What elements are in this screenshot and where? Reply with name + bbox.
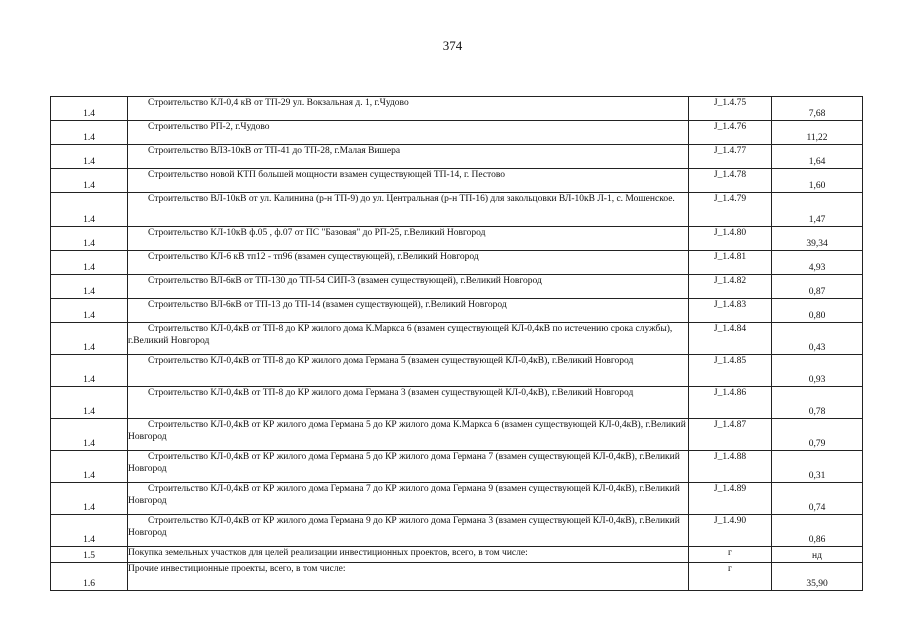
project-description: Строительство КЛ-0,4кВ от КР жилого дома Германа 9 до КР жилого дома Германа 3 (взамен существующей КЛ-0,4кВ), г.Великий Новгород: [128, 516, 680, 538]
project-code: г: [689, 563, 772, 591]
page-number: 374: [442, 38, 463, 53]
table-row: [51, 299, 863, 323]
table-row: [51, 227, 863, 251]
project-code: J_1.4.79: [689, 193, 772, 227]
table-row: [51, 483, 863, 515]
project-description: Строительство КЛ-0,4кВ от КР жилого дома Германа 5 до КР жилого дома К.Маркса 6 (взамен существующей КЛ-0,4кВ), г.Великий Новгород: [128, 420, 686, 442]
row-number: 1.4: [51, 299, 128, 323]
project-value: 0,87: [772, 275, 863, 299]
row-number: 1.4: [51, 387, 128, 419]
project-value: 39,34: [772, 227, 863, 251]
project-description: Строительство ВЛ-6кВ от ТП-130 до ТП-54 СИП-3 (взамен существующей), г.Великий Новгород: [148, 276, 542, 286]
project-value: 1,64: [772, 145, 863, 169]
table-row: [51, 145, 863, 169]
row-number: 1.4: [51, 145, 128, 169]
row-number: 1.4: [51, 323, 128, 355]
project-description: Строительство КЛ-0,4 кВ от ТП-29 ул. Вокзальная д. 1, г.Чудово: [148, 98, 409, 108]
project-description: Строительство КЛ-10кВ ф.05 , ф.07 от ПС "Базовая" до РП-25, г.Великий Новгород: [148, 228, 486, 238]
table-row: [51, 355, 863, 387]
investment-projects-table: [50, 96, 863, 591]
project-description: Строительство новой КТП большей мощности взамен существующей ТП-14, г. Пестово: [148, 170, 506, 180]
project-code: J_1.4.87: [689, 419, 772, 451]
project-description: Строительство КЛ-0,4кВ от КР жилого дома Германа 7 до КР жилого дома Германа 9 (взамен существующей КЛ-0,4кВ), г.Великий Новгород: [128, 484, 680, 506]
project-value: 0,43: [772, 323, 863, 355]
row-number: 1.4: [51, 355, 128, 387]
table-row: [51, 387, 863, 419]
project-code: J_1.4.76: [689, 121, 772, 145]
project-value: 0,86: [772, 515, 863, 547]
project-code: J_1.4.82: [689, 275, 772, 299]
project-value: 0,31: [772, 451, 863, 483]
project-code: J_1.4.84: [689, 323, 772, 355]
table-row: [51, 193, 863, 227]
project-value: 4,93: [772, 251, 863, 275]
row-number: 1.4: [51, 97, 128, 121]
row-number: 1.4: [51, 121, 128, 145]
row-number: 1.4: [51, 483, 128, 515]
project-value: 1,47: [772, 193, 863, 227]
project-description: Прочие инвестиционные проекты, всего, в том числе:: [128, 564, 346, 574]
project-value: 7,68: [772, 97, 863, 121]
table-row: [51, 323, 863, 355]
project-code: J_1.4.85: [689, 355, 772, 387]
row-number: 1.4: [51, 515, 128, 547]
project-description: Строительство КЛ-0,4кВ от ТП-8 до КР жилого дома Германа 3 (взамен существующей КЛ-0,4кВ), г.Великий Новгород: [148, 388, 634, 398]
row-number: 1.4: [51, 451, 128, 483]
project-description: Строительство КЛ-0,4кВ от ТП-8 до КР жилого дома К.Маркса 6 (взамен существующей КЛ-0,4кВ по истечению срока службы), г.Великий Новгород: [128, 324, 673, 346]
table-row: [51, 251, 863, 275]
project-code: J_1.4.81: [689, 251, 772, 275]
table-row: [51, 563, 863, 591]
project-code: J_1.4.77: [689, 145, 772, 169]
table-row: [51, 121, 863, 145]
project-code: J_1.4.75: [689, 97, 772, 121]
row-number: 1.5: [51, 547, 128, 563]
project-value: нд: [772, 547, 863, 563]
project-description: Строительство РП-2, г.Чудово: [148, 122, 270, 132]
project-value: 0,79: [772, 419, 863, 451]
project-value: 0,74: [772, 483, 863, 515]
project-code: J_1.4.80: [689, 227, 772, 251]
project-code: J_1.4.88: [689, 451, 772, 483]
project-description: Строительство КЛ-0,4кВ от ТП-8 до КР жилого дома Германа 5 (взамен существующей КЛ-0,4кВ), г.Великий Новгород: [148, 356, 634, 366]
row-number: 1.4: [51, 227, 128, 251]
project-value: 1,60: [772, 169, 863, 193]
row-number: 1.4: [51, 193, 128, 227]
row-number: 1.4: [51, 419, 128, 451]
project-description: Строительство ВЛЗ-10кВ от ТП-41 до ТП-28, г.Малая Вишера: [148, 146, 401, 156]
table-row: [51, 419, 863, 451]
project-value: 35,90: [772, 563, 863, 591]
project-description: Строительство КЛ-0,4кВ от КР жилого дома Германа 5 до КР жилого дома Германа 7 (взамен существующей КЛ-0,4кВ), г.Великий Новгород: [128, 452, 680, 474]
table-row: [51, 275, 863, 299]
project-code: J_1.4.90: [689, 515, 772, 547]
project-description: Строительство КЛ-6 кВ тп12 - тп96 (взамен существующей), г.Великий Новгород: [148, 252, 479, 262]
table-row: [51, 515, 863, 547]
project-description: Строительство ВЛ-10кВ от ул. Калинина (р-н ТП-9) до ул. Центральная (р-н ТП-16) для закольцовки ВЛ-10кВ Л-1, с. Мошенское.: [148, 194, 675, 204]
table-row: [51, 451, 863, 483]
row-number: 1.6: [51, 563, 128, 591]
project-code: J_1.4.89: [689, 483, 772, 515]
row-number: 1.4: [51, 251, 128, 275]
project-value: 0,93: [772, 355, 863, 387]
project-code: J_1.4.86: [689, 387, 772, 419]
project-description: Покупка земельных участков для целей реализации инвестиционных проектов, всего, в том числе:: [128, 548, 528, 558]
project-code: J_1.4.83: [689, 299, 772, 323]
table-row: [51, 97, 863, 121]
row-number: 1.4: [51, 275, 128, 299]
project-code: J_1.4.78: [689, 169, 772, 193]
row-number: 1.4: [51, 169, 128, 193]
project-value: 11,22: [772, 121, 863, 145]
project-code: г: [689, 547, 772, 563]
project-value: 0,80: [772, 299, 863, 323]
project-value: 0,78: [772, 387, 863, 419]
table-row: [51, 169, 863, 193]
table-row: [51, 547, 863, 563]
project-description: Строительство ВЛ-6кВ от ТП-13 до ТП-14 (взамен существующей), г.Великий Новгород: [148, 300, 507, 310]
